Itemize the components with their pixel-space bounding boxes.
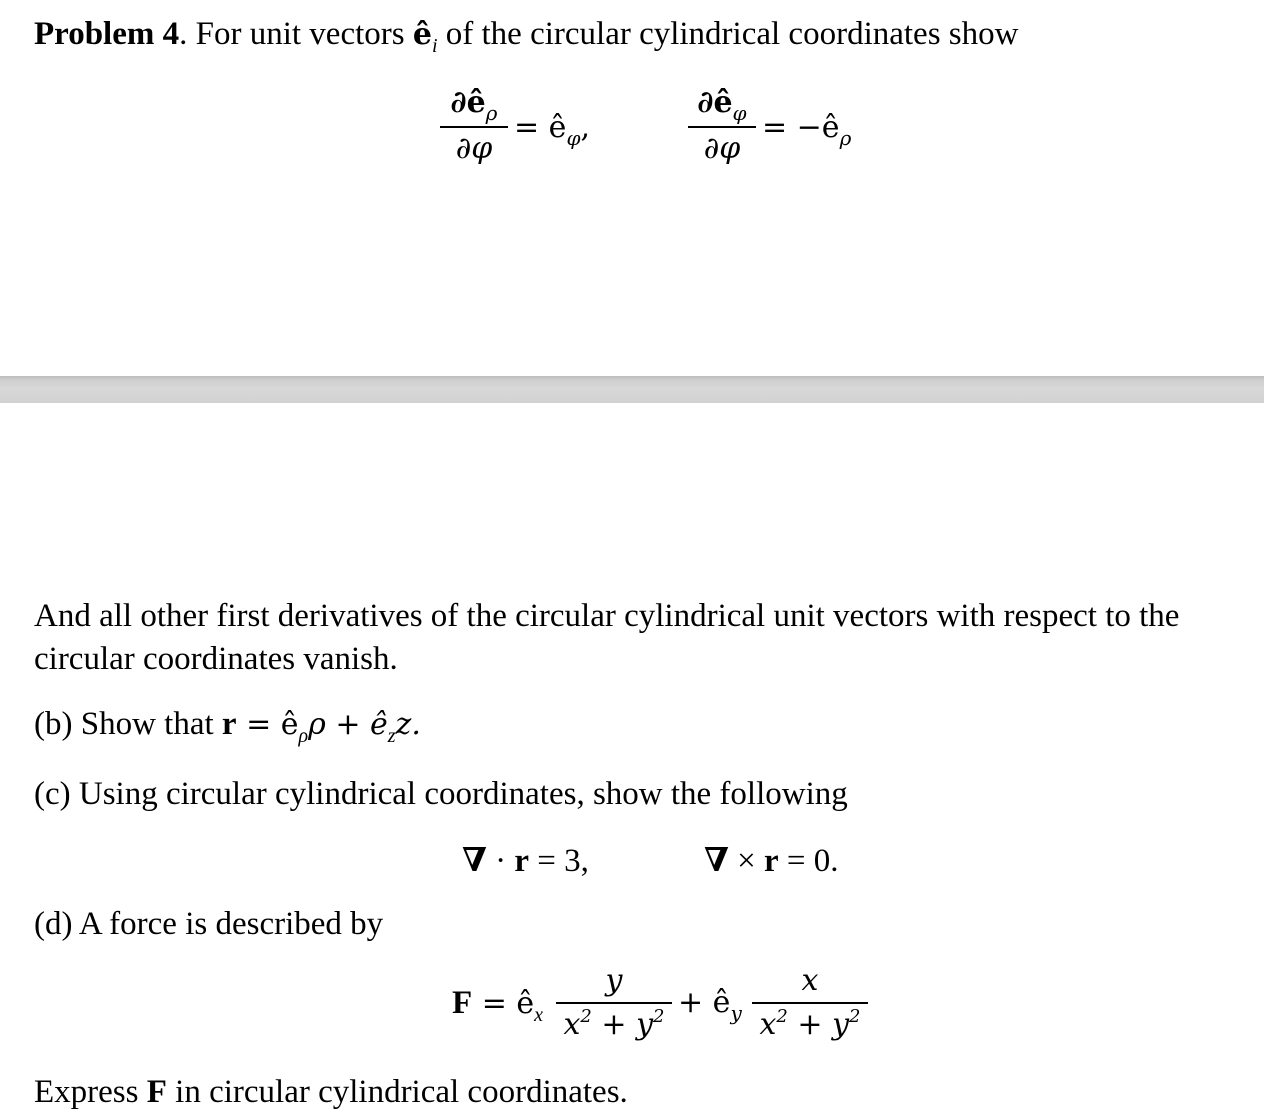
final-pre: Express [34,1074,147,1110]
part-c-text: (c) Using circular cylindrical coordinates, show the following [34,776,848,812]
eq1-denominator: ∂φ [455,131,493,166]
frac2-sq2: 2 [849,1006,861,1027]
eq2-denominator: ∂φ [703,131,741,166]
problem-intro: . For unit vectors [179,16,413,52]
curl-rest: = 0. [778,843,839,879]
divergence-eq [462,840,589,880]
final-F: F [146,1074,167,1110]
eq2-numerator: ∂ê [697,85,733,120]
force-sub-y: y [730,1001,742,1025]
eq2-numerator-sub: φ [732,101,747,125]
frac2-den-x: x [759,1007,777,1042]
frac2-den-y: + y [787,1007,850,1042]
plus-ey: + ê [678,985,731,1020]
final-post: in circular cylindrical coordinates. [166,1074,628,1110]
problem-label: Problem 4 [34,16,180,52]
eq1-rhs [514,110,590,150]
eq1-fraction [440,84,508,168]
eq1-numerator: ∂ê [450,85,486,120]
force-plus-ey [678,985,742,1025]
frac1-numerator: y [605,963,623,998]
part-b-text: (b) Show that [34,706,222,742]
eq2-rhs-sub: ρ [839,126,852,150]
dot-operator: · [486,843,515,879]
force-lhs [452,985,544,1026]
frac2-numerator: x [801,963,819,998]
part-b-sub2: z [387,725,396,747]
problem-intro-rest: of the circular cylindrical coordinates show [437,16,1019,52]
force-symbol: F [452,985,473,1021]
eq2-rhs [762,110,852,150]
part-b-mid: ρ + ê [308,707,388,742]
eq2-rhs-vec: = −ê [762,110,840,145]
force-fraction-1 [556,962,672,1048]
div-r: r [514,843,530,879]
cross-operator: × [728,843,764,879]
para-a-line1: And all other first derivatives of the circular cylindrical unit vectors with respect to the [34,598,1180,634]
force-eq-ex: = ê [472,986,535,1021]
frac2-denominator [752,1006,868,1048]
para-a-line2: circular coordinates vanish. [34,641,398,677]
part-b-eq: = ê [236,707,299,742]
div-rest: = 3, [529,843,589,879]
final-instruction [34,1074,628,1111]
nabla-symbol: ∇ [462,843,487,879]
eq1-comma: , [580,110,590,145]
problem-statement [34,16,1019,57]
nabla-symbol: ∇ [704,843,729,879]
eq1-rhs-vec: = ê [514,110,567,145]
frac1-den-y: + y [591,1007,654,1042]
curl-r: r [763,843,779,879]
force-sub-x: x [534,1004,544,1026]
part-b [34,706,421,747]
page-separator [0,376,1264,403]
eq2-fraction [688,84,756,168]
frac1-sq1: 2 [580,1006,592,1027]
eq1-rhs-sub: φ [566,126,581,150]
force-fraction-2 [752,962,868,1048]
frac1-sq2: 2 [653,1006,665,1027]
frac1-den-x: x [563,1007,581,1042]
part-b-r: r [221,706,237,742]
curl-eq [704,840,839,880]
eq1-numerator-sub: ρ [485,101,498,125]
frac1-denominator [556,1006,672,1048]
part-d-text: (d) A force is described by [34,906,384,942]
unit-vector-symbol: ê [412,17,432,52]
unit-vector-subscript: i [431,35,438,57]
part-b-end: z. [395,707,421,742]
frac2-sq1: 2 [776,1006,788,1027]
part-b-sub1: ρ [298,725,309,747]
